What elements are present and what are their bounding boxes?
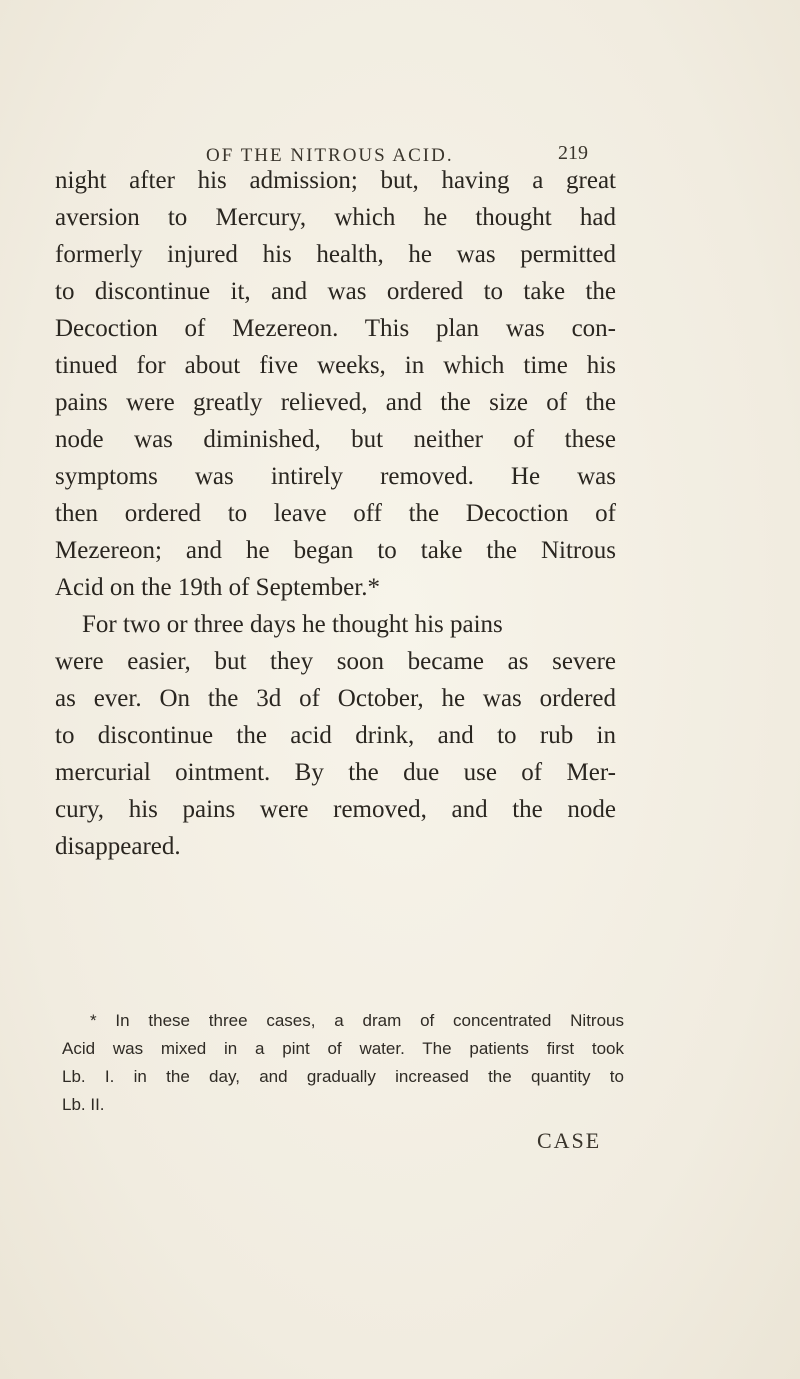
text-line: formerly injured his health, he was permitted <box>55 241 616 268</box>
text-line: as ever. On the 3d of October, he was ordered <box>55 685 616 712</box>
text-line: symptoms was intirely removed. He was <box>55 463 616 490</box>
text-line: Acid on the 19th of September.* <box>55 574 380 601</box>
text-line: to discontinue the acid drink, and to rub in <box>55 722 616 749</box>
text-line: to discontinue it, and was ordered to take the <box>55 278 616 305</box>
footnote-line: Lb. II. <box>62 1095 105 1114</box>
text-line: mercurial ointment. By the due use of Mer- <box>55 759 616 786</box>
text-line: node was diminished, but neither of these <box>55 426 616 453</box>
footnote-line: * In these three cases, a dram of concentrated Nitrous <box>90 1011 624 1030</box>
running-title: OF THE NITROUS ACID. <box>206 145 454 166</box>
text-line: Mezereon; and he began to take the Nitrous <box>55 537 616 564</box>
text-line: Decoction of Mezereon. This plan was con- <box>55 315 616 342</box>
text-line: cury, his pains were removed, and the node <box>55 796 616 823</box>
text-line: pains were greatly relieved, and the size of the <box>55 389 616 416</box>
text-line: then ordered to leave off the Decoction of <box>55 500 616 527</box>
text-line: aversion to Mercury, which he thought had <box>55 204 616 231</box>
text-line: For two or three days he thought his pains <box>82 611 503 638</box>
footnote-line: Acid was mixed in a pint of water. The patients first took <box>62 1039 624 1058</box>
page-number: 219 <box>558 142 588 164</box>
text-line: were easier, but they soon became as severe <box>55 648 616 675</box>
text-line: night after his admission; but, having a great <box>55 167 616 194</box>
text-line: disappeared. <box>55 833 181 860</box>
catchword: CASE <box>537 1128 602 1153</box>
text-line: tinued for about five weeks, in which time his <box>55 352 616 379</box>
footnote-line: Lb. I. in the day, and gradually increased the quantity to <box>62 1067 624 1086</box>
